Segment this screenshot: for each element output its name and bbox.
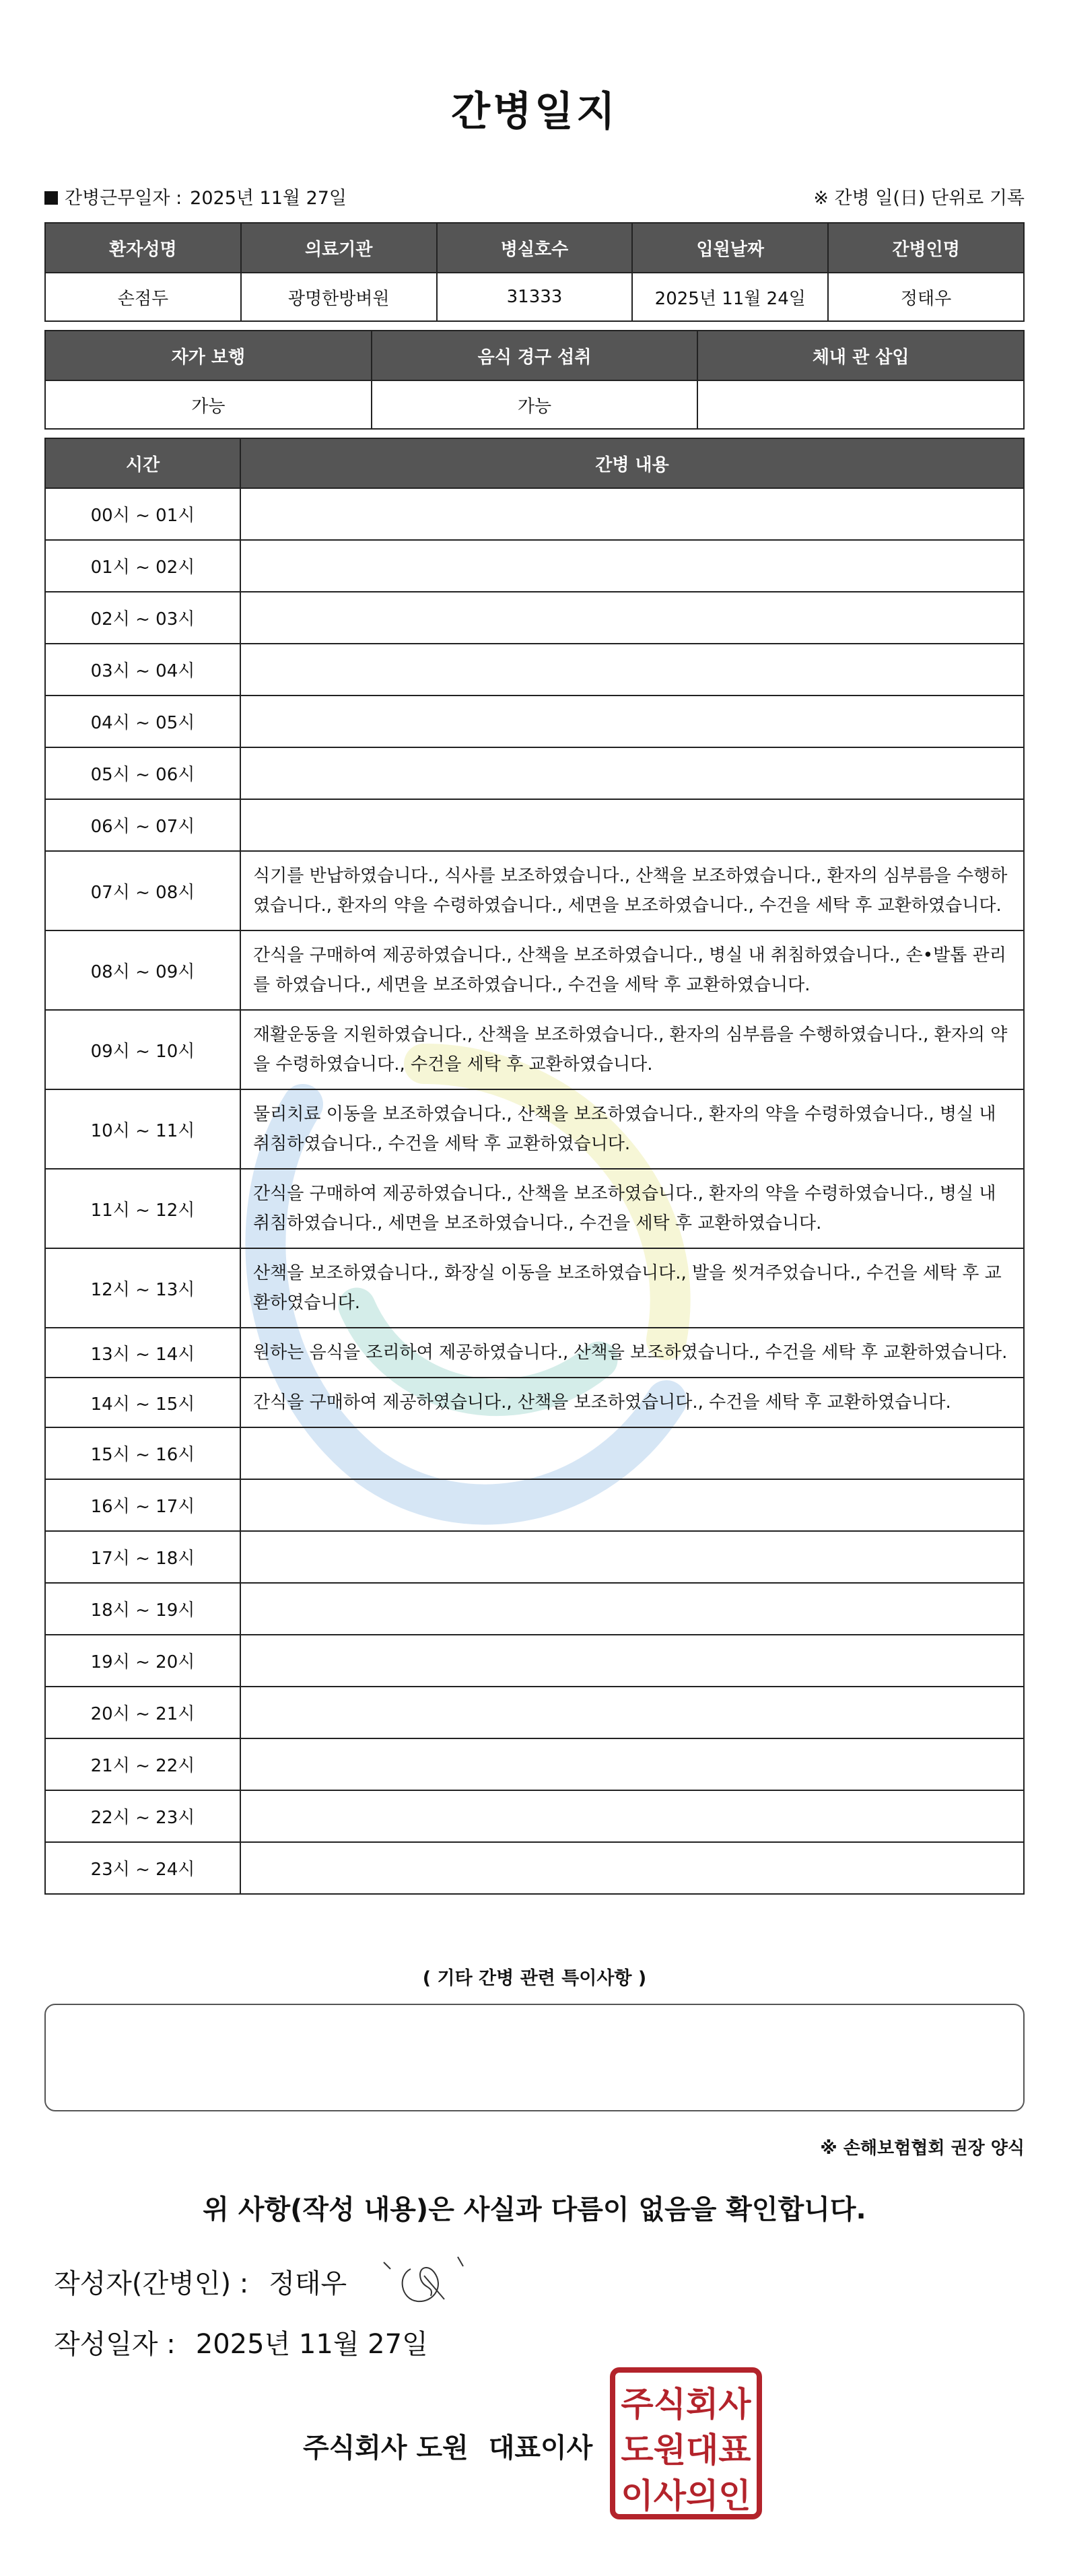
status-value-row	[45, 380, 1024, 429]
record-note: ※ 간병 일(日) 단위로 기록	[813, 188, 1025, 209]
table-row	[45, 930, 1024, 1010]
table-row	[45, 592, 1024, 644]
time-slot: 13시 ~ 14시	[45, 1328, 240, 1378]
seal-text-line-1: 주식회사	[621, 2385, 751, 2424]
writer-name: 정태우	[269, 2268, 347, 2299]
care-content	[240, 1583, 1024, 1635]
write-date-label: 작성일자 :	[54, 2329, 176, 2360]
writer-line	[54, 2262, 347, 2301]
special-notes-box	[44, 2004, 1025, 2111]
table-row	[45, 747, 1024, 799]
care-content	[240, 696, 1024, 747]
table-row	[45, 1531, 1024, 1583]
table-row	[45, 1583, 1024, 1635]
seal-text-line-2: 도원대표	[621, 2431, 751, 2470]
table-row	[45, 1010, 1024, 1089]
care-content	[240, 1531, 1024, 1583]
info-header-row	[45, 223, 1024, 273]
care-content	[240, 592, 1024, 644]
oral-intake: 가능	[372, 380, 698, 429]
patient-status-table	[44, 330, 1025, 430]
work-date-label: 간병근무일자 :	[65, 188, 182, 209]
patient-name: 손점두	[45, 273, 241, 321]
seal-text-line-3: 이사의인	[621, 2476, 751, 2515]
info-value-row	[45, 273, 1024, 321]
time-slot: 12시 ~ 13시	[45, 1248, 240, 1328]
time-slot: 07시 ~ 08시	[45, 851, 240, 930]
patient-info-table	[44, 222, 1025, 322]
writer-label: 작성자(간병인) :	[54, 2268, 249, 2299]
care-schedule-table	[44, 438, 1025, 1895]
time-slot: 06시 ~ 07시	[45, 799, 240, 851]
care-content: 간식을 구매하여 제공하였습니다., 산책을 보조하였습니다., 환자의 약을 수령하였습니다., 병실 내 취침하였습니다., 세면을 보조하였습니다., 수건을 세탁 후 교환하였습니다.	[240, 1169, 1024, 1248]
time-slot: 00시 ~ 01시	[45, 488, 240, 540]
care-content	[240, 540, 1024, 592]
time-slot: 22시 ~ 23시	[45, 1790, 240, 1842]
time-slot: 11시 ~ 12시	[45, 1169, 240, 1248]
page-title: 간병일지	[451, 88, 618, 135]
table-row	[45, 1738, 1024, 1790]
header-caregiver-name: 간병인명	[828, 223, 1024, 273]
care-content: 재활운동을 지원하였습니다., 산책을 보조하였습니다., 환자의 심부름을 수행하였습니다., 환자의 약을 수령하였습니다., 수건을 세탁 후 교환하였습니다.	[240, 1010, 1024, 1089]
time-slot: 17시 ~ 18시	[45, 1531, 240, 1583]
table-row	[45, 1328, 1024, 1378]
table-row	[45, 1427, 1024, 1479]
time-slot: 02시 ~ 03시	[45, 592, 240, 644]
header-oral-intake: 음식 경구 섭취	[372, 331, 698, 380]
header-time: 시간	[45, 438, 240, 488]
header-hospital: 의료기관	[241, 223, 437, 273]
confirmation-statement: 위 사항(작성 내용)은 사실과 다름이 없음을 확인합니다.	[203, 2194, 866, 2225]
meta-row	[44, 183, 1025, 210]
tube-insertion	[697, 380, 1024, 429]
table-row	[45, 644, 1024, 696]
time-slot: 05시 ~ 06시	[45, 747, 240, 799]
write-date-value: 2025년 11월 27일	[195, 2329, 428, 2360]
company-name: 주식회사 도원	[303, 2433, 469, 2464]
signature-image	[370, 2249, 471, 2309]
schedule-body	[45, 488, 1024, 1894]
table-row	[45, 696, 1024, 747]
time-slot: 19시 ~ 20시	[45, 1635, 240, 1687]
table-row	[45, 540, 1024, 592]
time-slot: 09시 ~ 10시	[45, 1010, 240, 1089]
header-care-content: 간병 내용	[240, 438, 1024, 488]
time-slot: 04시 ~ 05시	[45, 696, 240, 747]
care-content	[240, 1738, 1024, 1790]
care-content	[240, 1687, 1024, 1738]
caregiver-name: 정태우	[828, 273, 1024, 321]
table-row	[45, 799, 1024, 851]
header-room-number: 병실호수	[437, 223, 633, 273]
admission-date: 2025년 11월 24일	[632, 273, 828, 321]
care-content: 원하는 음식을 조리하여 제공하였습니다., 산책을 보조하였습니다., 수건을 세탁 후 교환하였습니다.	[240, 1328, 1024, 1378]
care-content: 간식을 구매하여 제공하였습니다., 산책을 보조하였습니다., 병실 내 취침하였습니다., 손•발톱 관리를 하였습니다., 세면을 보조하였습니다., 수건을 세탁 후 교환하였습니다.	[240, 930, 1024, 1010]
care-content	[240, 1427, 1024, 1479]
time-slot: 03시 ~ 04시	[45, 644, 240, 696]
time-slot: 20시 ~ 21시	[45, 1687, 240, 1738]
table-row	[45, 1687, 1024, 1738]
time-slot: 10시 ~ 11시	[45, 1089, 240, 1169]
care-content	[240, 1479, 1024, 1531]
time-slot: 08시 ~ 09시	[45, 930, 240, 1010]
self-walking: 가능	[45, 380, 372, 429]
care-content	[240, 1842, 1024, 1894]
company-seal	[610, 2367, 762, 2519]
care-content: 간식을 구매하여 제공하였습니다., 산책을 보조하였습니다., 수건을 세탁 후 교환하였습니다.	[240, 1378, 1024, 1427]
header-admission-date: 입원날짜	[632, 223, 828, 273]
status-header-row	[45, 331, 1024, 380]
table-row	[45, 1790, 1024, 1842]
table-row	[45, 1842, 1024, 1894]
table-row	[45, 1169, 1024, 1248]
header-tube-insertion: 체내 관 삽입	[697, 331, 1024, 380]
time-slot: 15시 ~ 16시	[45, 1427, 240, 1479]
ceo-label: 대표이사	[488, 2433, 593, 2464]
time-slot: 14시 ~ 15시	[45, 1378, 240, 1427]
form-note: ※ 손해보험협회 권장 양식	[820, 2138, 1025, 2159]
table-row	[45, 1089, 1024, 1169]
write-date-line	[54, 2323, 428, 2361]
company-line	[303, 2427, 592, 2465]
work-date	[44, 183, 347, 209]
header-self-walking: 자가 보행	[45, 331, 372, 380]
table-row	[45, 1635, 1024, 1687]
table-row	[45, 1378, 1024, 1427]
care-content: 물리치료 이동을 보조하였습니다., 산책을 보조하였습니다., 환자의 약을 수령하였습니다., 병실 내 취침하였습니다., 수건을 세탁 후 교환하였습니다.	[240, 1089, 1024, 1169]
care-content	[240, 1635, 1024, 1687]
table-row	[45, 488, 1024, 540]
time-slot: 16시 ~ 17시	[45, 1479, 240, 1531]
hospital: 광명한방벼원	[241, 273, 437, 321]
table-row	[45, 851, 1024, 930]
care-content: 산책을 보조하였습니다., 화장실 이동을 보조하였습니다., 발을 씻겨주었습니다., 수건을 세탁 후 교환하였습니다.	[240, 1248, 1024, 1328]
time-slot: 18시 ~ 19시	[45, 1583, 240, 1635]
care-content: 식기를 반납하였습니다., 식사를 보조하였습니다., 산책을 보조하였습니다., 환자의 심부름을 수행하였습니다., 환자의 약을 수령하였습니다., 세면을 보조하였습니다., 수건을 세탁 후 교환하였습니다.	[240, 851, 1024, 930]
time-slot: 21시 ~ 22시	[45, 1738, 240, 1790]
work-date-value: 2025년 11월 27일	[190, 188, 347, 209]
care-content	[240, 488, 1024, 540]
special-notes-title: ( 기타 간병 관련 특이사항 )	[422, 1968, 647, 1989]
schedule-header-row	[45, 438, 1024, 488]
room-number: 31333	[437, 273, 633, 321]
square-bullet-icon	[44, 191, 58, 205]
time-slot: 01시 ~ 02시	[45, 540, 240, 592]
care-content	[240, 747, 1024, 799]
care-content	[240, 1790, 1024, 1842]
care-content	[240, 799, 1024, 851]
time-slot: 23시 ~ 24시	[45, 1842, 240, 1894]
table-row	[45, 1479, 1024, 1531]
table-row	[45, 1248, 1024, 1328]
header-patient-name: 환자성명	[45, 223, 241, 273]
care-content	[240, 644, 1024, 696]
